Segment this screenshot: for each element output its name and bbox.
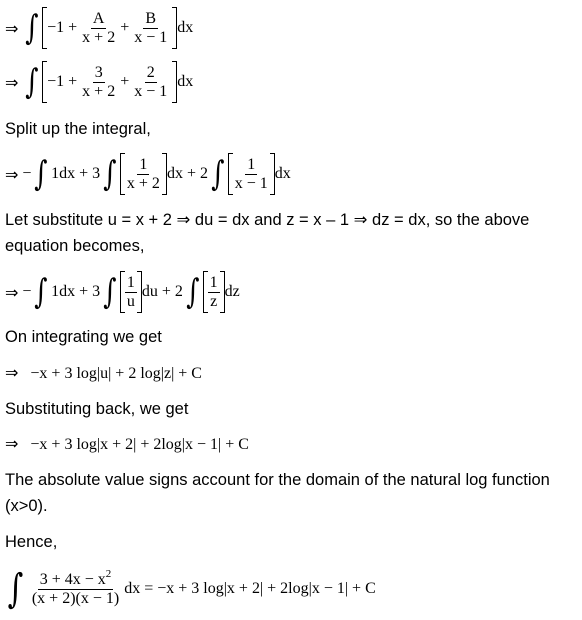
integral-sign: ∫ (25, 62, 39, 102)
denominator: x + 2 (126, 174, 160, 192)
equation-line-4 (5, 264, 240, 320)
term: 1dx + 3 (51, 283, 101, 300)
text-substitution-line-2: equation becomes, (5, 237, 145, 255)
plus-operator: + (120, 19, 130, 36)
numerator: A (92, 9, 105, 27)
expression: dx = −x + 3 log|x + 2| + 2log|x − 1| + C (124, 580, 376, 597)
integral-sign: ∫ (186, 272, 200, 312)
integral-sign: ∫ (103, 154, 117, 194)
plus-operator: + (120, 73, 130, 90)
term: −1 + (47, 19, 78, 36)
integral-sign: ∫ (211, 154, 225, 194)
fraction (233, 156, 270, 193)
fraction (80, 10, 117, 47)
equation-line-3 (5, 146, 291, 202)
denominator: x + 2 (82, 28, 116, 46)
implies-arrow: ⇒ (5, 72, 19, 92)
fraction (132, 64, 169, 101)
minus-sign: − (22, 165, 32, 182)
implies-arrow: ⇒ (5, 363, 19, 382)
expression: −x + 3 log|x + 2| + 2log|x − 1| + C (30, 436, 249, 453)
implies-arrow: ⇒ (5, 164, 19, 184)
term: −1 + (47, 73, 78, 90)
denominator: u (126, 292, 135, 310)
denominator: (x + 2)(x − 1) (31, 589, 120, 607)
text-hence: Hence, (5, 533, 58, 551)
fraction (80, 64, 117, 101)
exponent: 2 (105, 567, 112, 580)
differential: dx (177, 19, 194, 36)
equation-line-1 (5, 0, 193, 56)
text-absolute-value-line-1: The absolute value signs account for the domain of the natural log function (5, 471, 550, 489)
equation-line-final (5, 561, 376, 617)
differential: dx (274, 165, 291, 182)
fraction (30, 567, 121, 608)
text-substitution-line-1: Let substitute u = x + 2 ⇒ du = dx and z = x – 1 ⇒ dz = dx, so the above (5, 211, 530, 229)
text-split-integral: Split up the integral, (5, 120, 151, 138)
denominator: x − 1 (134, 82, 168, 100)
integral-sign: ∫ (103, 272, 117, 312)
numerator: 1 (139, 155, 148, 173)
equation-line-2 (5, 54, 193, 110)
differential: dz (224, 283, 240, 300)
denominator: x − 1 (134, 28, 168, 46)
text-absolute-value-line-2: (x>0). (5, 497, 48, 515)
fraction (125, 156, 162, 193)
numerator: 2 (146, 63, 155, 81)
numerator: 1 (209, 273, 218, 291)
differential: dx (177, 73, 194, 90)
integral-sign: ∫ (25, 8, 39, 48)
integral-sign: ∫ (7, 566, 24, 612)
integral-sign: ∫ (34, 272, 48, 312)
implies-arrow: ⇒ (5, 434, 19, 453)
equation-line-5 (5, 360, 202, 386)
text-substituting-back: Substituting back, we get (5, 400, 189, 418)
term: 1dx + 3 (51, 165, 101, 182)
expression: −x + 3 log|u| + 2 log|z| + C (30, 365, 202, 382)
implies-arrow: ⇒ (5, 18, 19, 38)
fraction (132, 10, 169, 47)
equation-line-6 (5, 431, 249, 457)
numerator: B (145, 9, 157, 27)
denominator: z (210, 292, 218, 310)
term: dx + 2 (166, 165, 208, 182)
text-on-integrating: On integrating we get (5, 328, 162, 346)
implies-arrow: ⇒ (5, 282, 19, 302)
numerator: 1 (247, 155, 256, 173)
minus-sign: − (22, 283, 32, 300)
fraction (125, 274, 137, 311)
integral-sign: ∫ (34, 154, 48, 194)
numerator: 1 (126, 273, 135, 291)
numerator-main: 3 + 4x − x (39, 570, 106, 588)
fraction (208, 274, 220, 311)
term: du + 2 (141, 283, 183, 300)
denominator: x + 2 (82, 82, 116, 100)
numerator (38, 567, 114, 590)
numerator: 3 (94, 63, 103, 81)
denominator: x − 1 (234, 174, 268, 192)
